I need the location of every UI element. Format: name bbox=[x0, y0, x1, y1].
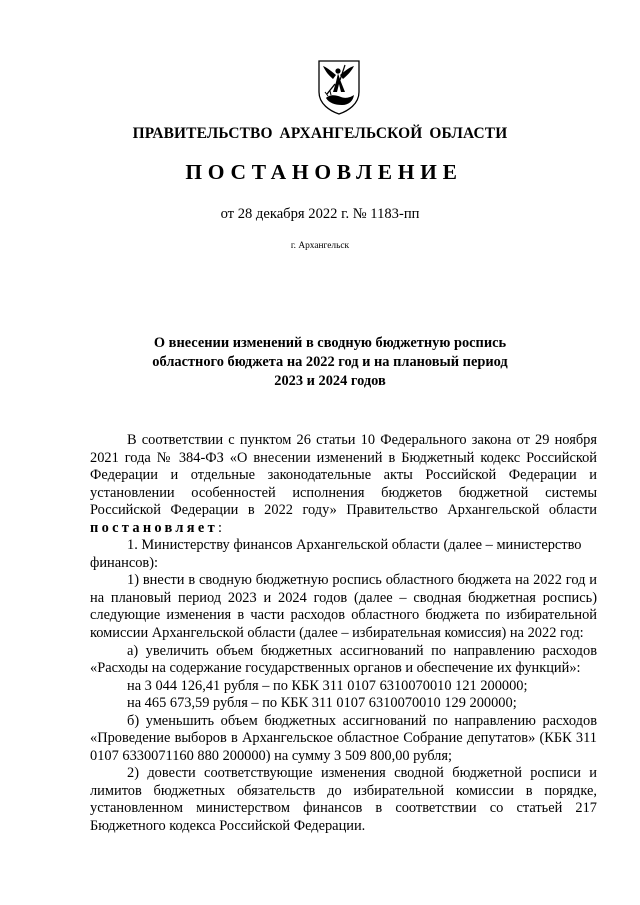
document-city: г. Архангельск bbox=[290, 241, 350, 251]
document-type: ПОСТАНОВЛЕНИЕ bbox=[185, 160, 463, 184]
document-title bbox=[10, 334, 640, 391]
title-line-1: О внесении изменений в сводную бюджетную роспись bbox=[153, 335, 507, 351]
preamble-colon: : bbox=[217, 519, 222, 536]
paragraph-subitem-b: б) уменьшить объем бюджетных ассигнований по направлению расходов «Проведение выборов в Архангельское областное Собрание депутатов» (КБК 311 0107 6330071160 880 200000) на сумму 3 509 800,00 рубля; bbox=[90, 712, 597, 764]
preamble-text: В соответствии с пунктом 26 статьи 10 Федерального закона от 29 ноября 2021 года № 384-ФЗ «О внесении изменений в Бюджетный кодекс Российской Федерации и отдельные законодательные акты Российской Федерации и установлении особенностей исполнения бюджетов бюджетной системы Российской Федерации в 2022 году» Правительство Архангельской области bbox=[90, 432, 597, 519]
document-body bbox=[90, 432, 597, 836]
paragraph-preamble bbox=[90, 432, 597, 537]
document-date-number: от 28 декабря 2022 г. № 1183-пп bbox=[220, 206, 420, 222]
decision-keyword: постановляет bbox=[90, 519, 218, 536]
title-line-3: 2023 и 2024 годов bbox=[274, 373, 386, 389]
paragraph-amount-1: на 3 044 126,41 рубля – по КБК 311 0107 6310070010 121 200000; bbox=[127, 677, 528, 694]
paragraph-subitem-1: 1) внести в сводную бюджетную роспись областного бюджета на 2022 год и на плановый период 2023 и 2024 годов (далее – сводная бюджетная роспись) следующие изменения в части расходов областного бюджета по избирательной комиссии Архангельской области (далее – избирательная комиссия) на 2022 год: bbox=[90, 572, 597, 642]
organization-title: ПРАВИТЕЛЬСТВО АРХАНГЕЛЬСКОЙ ОБЛАСТИ bbox=[132, 125, 508, 142]
title-line-2: областного бюджета на 2022 год и на плановый период bbox=[152, 354, 508, 370]
coat-of-arms-icon bbox=[316, 58, 362, 116]
paragraph-subitem-2: 2) довести соответствующие изменения сводной бюджетной росписи и лимитов бюджетных обязательств до избирательной комиссии в порядке, установленном министерством финансов в соответствии со статьей 217 Бюджетного кодекса Российской Федерации. bbox=[90, 765, 597, 835]
paragraph-amount-2: на 465 673,59 рубля – по КБК 311 0107 6310070010 129 200000; bbox=[127, 695, 517, 712]
paragraph-subitem-a: а) увеличить объем бюджетных ассигнований по направлению расходов «Расходы на содержание государственных органов и обеспечение их функций»: bbox=[90, 642, 597, 677]
paragraph-item-1: 1. Министерству финансов Архангельской области (далее – министерство финансов): bbox=[90, 537, 582, 571]
